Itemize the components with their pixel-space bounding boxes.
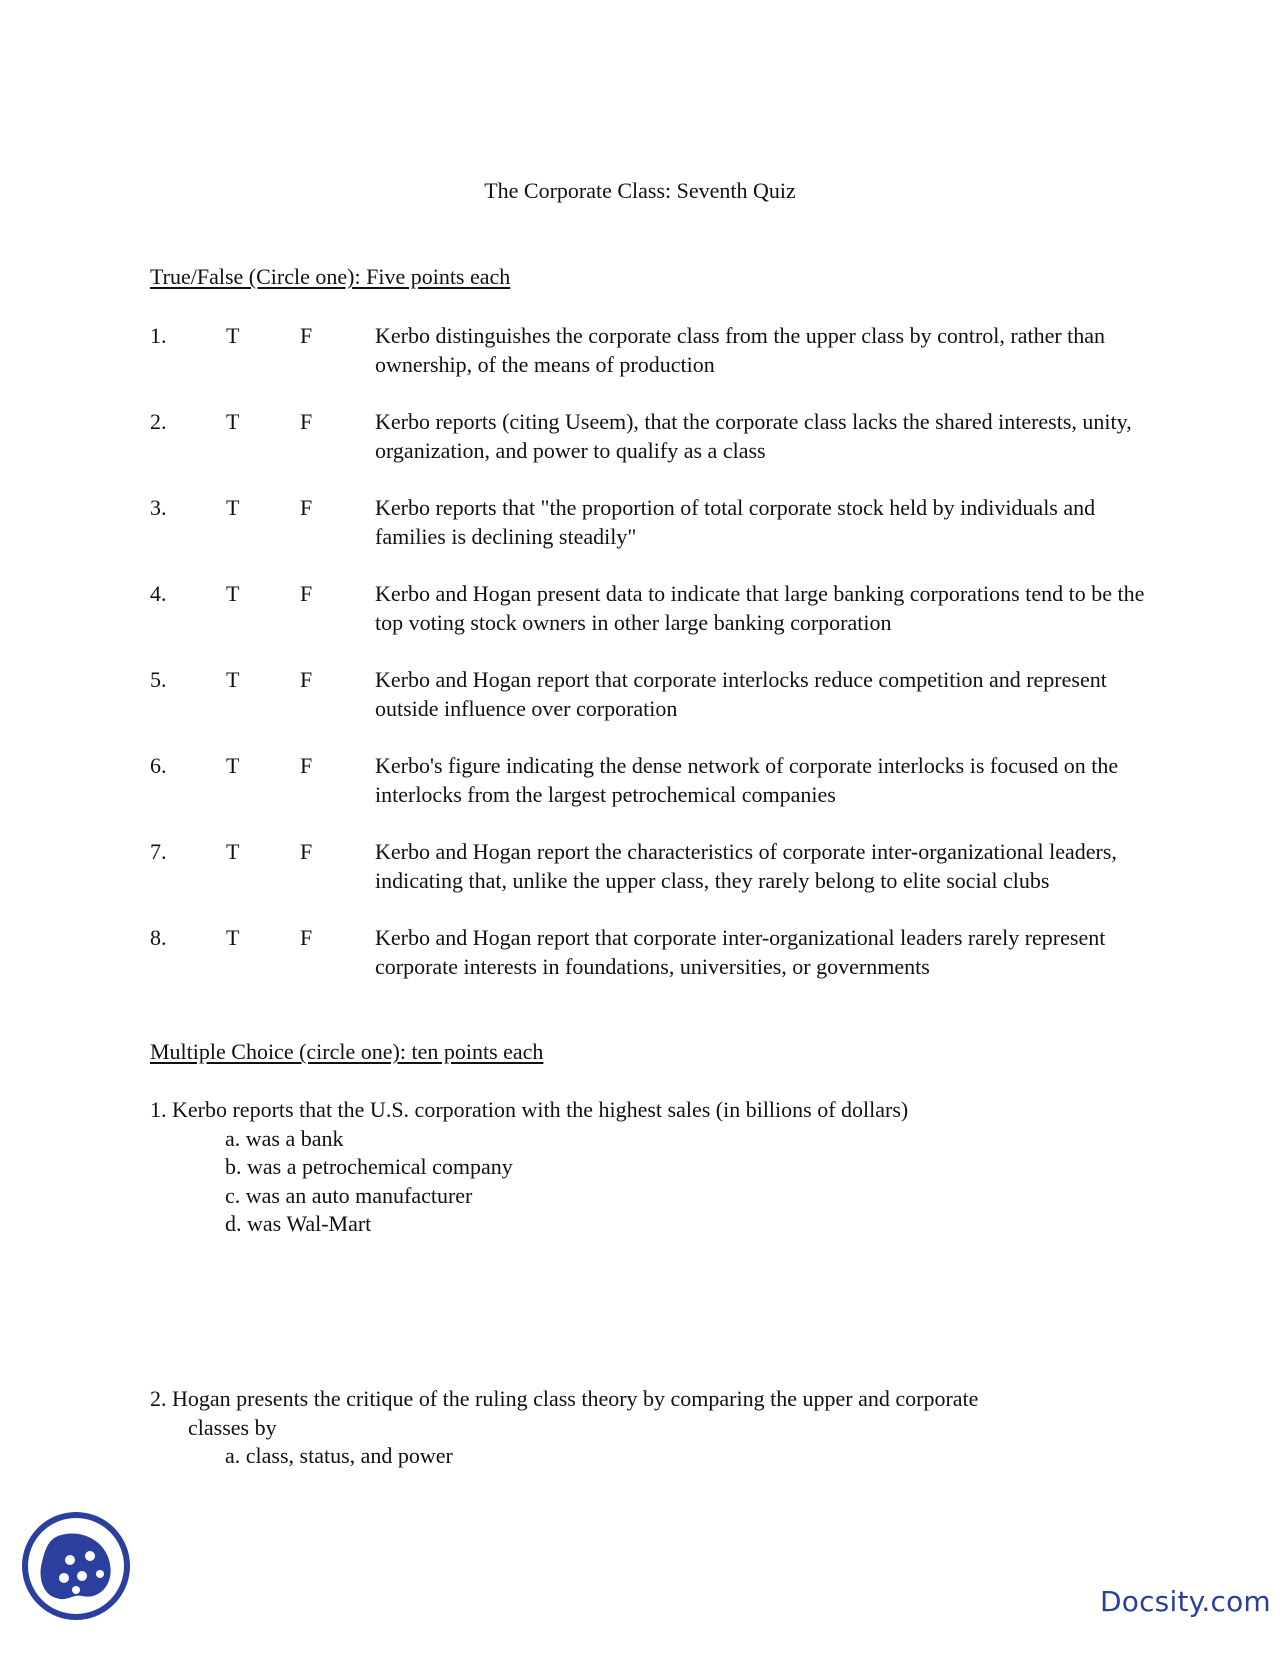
answer-option-a[interactable]: a. was a bank [225, 1125, 344, 1151]
mc-question-2 [150, 1385, 1110, 1471]
question-text: Kerbo and Hogan report that corporate interlocks reduce competition and represent outside influence over corporation [375, 667, 1107, 721]
tf-question-5 [150, 665, 1150, 723]
tf-question-8 [150, 923, 1150, 981]
false-option[interactable]: F [300, 667, 313, 692]
true-false-list [150, 321, 1150, 981]
tf-question-6 [150, 751, 1150, 809]
tf-question-3 [150, 493, 1150, 551]
question-stem-line: 2. Hogan presents the critique of the ruling class theory by comparing the upper and corporate [150, 1386, 979, 1411]
question-stem-continuation: classes by [188, 1414, 277, 1440]
true-option[interactable]: T [226, 667, 240, 692]
mc-question-1 [150, 1096, 908, 1239]
question-number: 4. [150, 581, 167, 606]
docsity-brand-text[interactable]: Docsity.com [1100, 1585, 1271, 1618]
answer-option-d[interactable]: d. was Wal-Mart [225, 1211, 372, 1236]
true-option[interactable]: T [226, 839, 240, 864]
question-number: 8. [150, 925, 167, 950]
answer-options [150, 1442, 1110, 1471]
question-number: 1. [150, 323, 167, 348]
question-text: Kerbo reports (citing Useem), that the corporate class lacks the shared interests, unity, organization, and power to qualify as a class [375, 409, 1132, 463]
true-option[interactable]: T [226, 323, 240, 348]
false-option[interactable]: F [300, 839, 313, 864]
question-text: Kerbo's figure indicating the dense network of corporate interlocks is focused on the interlocks from the largest petrochemical companies [375, 753, 1119, 807]
question-number: 3. [150, 495, 167, 520]
question-text: Kerbo and Hogan report that corporate inter-organizational leaders rarely represent corporate interests in foundations, universities, or governments [375, 925, 1106, 979]
question-text: Kerbo and Hogan present data to indicate that large banking corporations tend to be the top voting stock owners in other large banking corporation [375, 581, 1145, 635]
docsity-logo-icon [20, 1510, 132, 1622]
tf-question-2 [150, 407, 1150, 465]
true-option[interactable]: T [226, 409, 240, 434]
false-option[interactable]: F [300, 495, 313, 520]
false-option[interactable]: F [300, 323, 313, 348]
false-option[interactable]: F [300, 409, 313, 434]
tf-question-4 [150, 579, 1150, 637]
false-option[interactable]: F [300, 753, 313, 778]
answer-option-a[interactable]: a. class, status, and power [225, 1443, 453, 1468]
question-stem: 1. Kerbo reports that the U.S. corporation with the highest sales (in billions of dollars) [150, 1097, 909, 1122]
false-option[interactable]: F [300, 581, 313, 606]
true-option[interactable]: T [226, 495, 240, 520]
answer-option-b[interactable]: b. was a petrochemical company [225, 1154, 513, 1179]
true-false-heading: True/False (Circle one): Five points each [150, 264, 511, 289]
true-option[interactable]: T [226, 753, 240, 778]
page-title: The Corporate Class: Seventh Quiz [484, 178, 796, 203]
question-text: Kerbo and Hogan report the characteristics of corporate inter-organizational leaders, indicating that, unlike the upper class, they rarely belong to elite social clubs [375, 839, 1117, 893]
tf-question-1 [150, 321, 1150, 379]
tf-question-7 [150, 837, 1150, 895]
question-number: 2. [150, 409, 167, 434]
question-text: Kerbo distinguishes the corporate class from the upper class by control, rather than ownership, of the means of production [375, 323, 1106, 377]
multiple-choice-heading: Multiple Choice (circle one): ten points each [150, 1039, 544, 1064]
question-number: 5. [150, 667, 167, 692]
answer-option-c[interactable]: c. was an auto manufacturer [225, 1182, 473, 1208]
question-text: Kerbo reports that "the proportion of total corporate stock held by individuals and families is declining steadily" [375, 495, 1096, 549]
question-number: 6. [150, 753, 167, 778]
question-number: 7. [150, 839, 167, 864]
true-option[interactable]: T [226, 925, 240, 950]
answer-options [150, 1125, 908, 1239]
false-option[interactable]: F [300, 925, 313, 950]
true-option[interactable]: T [226, 581, 240, 606]
question-stem [150, 1385, 1110, 1442]
